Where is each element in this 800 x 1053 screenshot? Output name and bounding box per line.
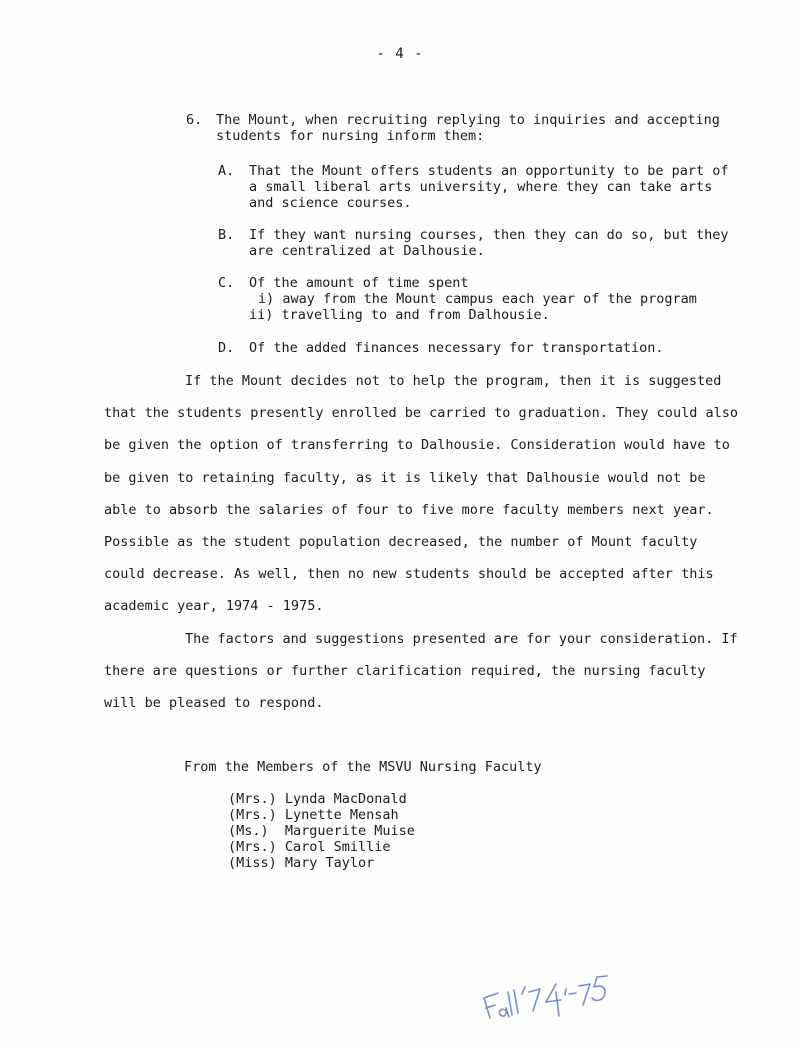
subitem-a — [218, 163, 738, 211]
subitem-a-letter: A. — [218, 163, 235, 179]
paragraph-recommendation-text: If the Mount decides not to help the program, then it is suggested that the students presently enrolled be carried to graduation. They could also be given the option of transferring to Dalhousie. Consideration would have to be given to retaining faculty, as it is likely that Dalhousie would not be able to absorb the salaries of four to five more faculty members next year. Possible as the student population decreased, the number of Mount faculty could decrease. As well, then no new students should be accepted after this academic year, 1974 - 1975. — [104, 373, 738, 615]
faculty-member: (Miss) Mary Taylor — [228, 855, 375, 871]
paragraph-closing — [104, 623, 744, 720]
subitem-c-roman-ii: ii) travelling to and from Dalhousie. — [249, 307, 550, 323]
subitem-b-letter: B. — [218, 227, 235, 243]
subitem-c-text: Of the amount of time spent — [249, 275, 469, 291]
subitem-d-text: Of the added finances necessary for transportation. — [249, 340, 664, 356]
subitem-d — [218, 340, 738, 356]
faculty-members-list — [228, 791, 415, 871]
handwritten-annotation — [476, 962, 636, 1042]
list-item-6 — [186, 112, 746, 144]
subitem-c-letter: C. — [218, 275, 235, 291]
signoff-line: From the Members of the MSVU Nursing Faculty — [184, 759, 542, 775]
paragraph-closing-text: The factors and suggestions presented are for your consideration. If there are questions or further clarification required, the nursing faculty will be pleased to respond. — [104, 631, 738, 712]
subitem-b-text: If they want nursing courses, then they can do so, but they are centralized at Dalhousie. — [249, 227, 729, 259]
faculty-member: (Mrs.) Lynda MacDonald — [228, 791, 407, 807]
subitem-c-roman-i: i) away from the Mount campus each year of the program — [258, 291, 697, 307]
subitem-c — [218, 275, 738, 323]
paragraph-recommendation — [104, 365, 744, 623]
list-item-6-text: The Mount, when recruiting replying to inquiries and accepting students for nursing inform them: — [216, 112, 720, 144]
subitem-c-body — [249, 275, 738, 323]
subitem-d-letter: D. — [218, 340, 235, 356]
list-item-6-number: 6. — [186, 112, 203, 128]
faculty-member: (Mrs.) Carol Smillie — [228, 839, 391, 855]
subitem-a-text: That the Mount offers students an opportunity to be part of a small liberal arts university, where they can take arts and science courses. — [249, 163, 729, 211]
faculty-member: (Mrs.) Lynette Mensah — [228, 807, 399, 823]
faculty-member: (Ms.) Marguerite Muise — [228, 823, 415, 839]
subitem-b — [218, 227, 738, 259]
page-number: - 4 - — [376, 46, 424, 62]
